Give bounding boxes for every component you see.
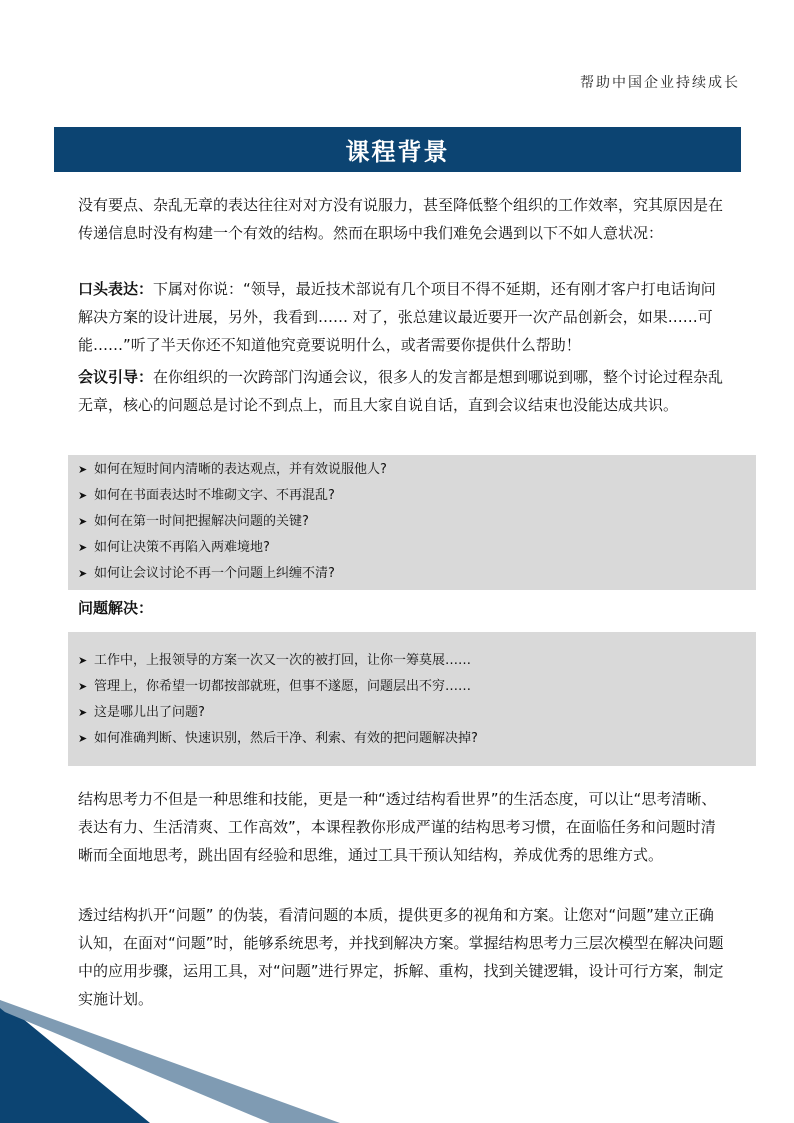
arrow-bullet-icon: ➤: [78, 541, 88, 554]
corner-decoration-dark-front: [0, 1008, 140, 1123]
list-item: [68, 700, 756, 726]
question-text: 如何让决策不再陷入两难境地?: [94, 540, 270, 555]
problem-text: 如何准确判断、快速识别，然后干净、利索、有效的把问题解决掉?: [94, 731, 478, 746]
meeting-guidance-paragraph: [78, 363, 726, 419]
problem-solving-heading: 问题解决：: [78, 599, 154, 617]
section-banner: [54, 127, 741, 172]
arrow-bullet-icon: ➤: [78, 654, 88, 667]
oral-expression-text: 下属对你说：“领导，最近技术部说有几个项目不得不延期，还有刚才客户打电话询问解决方案的设计进展，另外，我看到…… 对了，张总建议最近要开一次产品创新会，如果……可能……”听了半天你还不知道他究竟要说明什么，或者需要你提供什么帮助！: [78, 280, 716, 354]
header-tagline: 帮助中国企业持续成长: [580, 75, 740, 91]
questions-box: [68, 455, 756, 590]
problem-text: 工作中，上报领导的方案一次又一次的被打回，让你一筹莫展……: [94, 653, 472, 668]
question-text: 如何在第一时间把握解决问题的关键?: [94, 514, 309, 529]
oral-expression-paragraph: [78, 275, 726, 359]
list-item: [68, 726, 756, 752]
arrow-bullet-icon: ➤: [78, 706, 88, 719]
problem-text: 管理上，你希望一切都按部就班，但事不遂愿，问题层出不穷……: [94, 679, 472, 694]
list-item: [68, 509, 756, 535]
arrow-bullet-icon: ➤: [78, 680, 88, 693]
problems-box: [68, 632, 756, 766]
question-text: 如何在短时间内清晰的表达观点，并有效说服他人?: [94, 462, 387, 477]
list-item: [68, 674, 756, 700]
question-text: 如何在书面表达时不堆砌文字、不再混乱?: [94, 488, 335, 503]
arrow-bullet-icon: ➤: [78, 463, 88, 476]
arrow-bullet-icon: ➤: [78, 567, 88, 580]
arrow-bullet-icon: ➤: [78, 732, 88, 745]
closing-paragraph-1: 结构思考力不但是一种思维和技能，更是一种“透过结构看世界”的生活态度，可以让“思考清晰、表达有力、生活清爽、工作高效”，本课程教你形成严谨的结构思考习惯，在面临任务和问题时清晰而全面地思考，跳出固有经验和思维，通过工具干预认知结构，养成优秀的思维方式。: [78, 790, 717, 864]
list-item: [68, 483, 756, 509]
arrow-bullet-icon: ➤: [78, 515, 88, 528]
questions-list: [68, 457, 756, 587]
closing-paragraph-2: 透过结构扒开“问题” 的伪装，看清问题的本质，提供更多的视角和方案。让您对“问题”建立正确认知，在面对“问题”时，能够系统思考，并找到解决方案。掌握结构思考力三层次模型在解决问题中的应用步骤，运用工具，对“问题”进行界定，拆解、重构，找到关键逻辑，设计可行方案，制定实施计划。: [78, 906, 724, 1008]
banner-title: 课程背景: [345, 138, 450, 166]
list-item: [68, 457, 756, 483]
problem-text: 这是哪儿出了问题?: [94, 705, 205, 720]
corner-decoration: [0, 1000, 794, 1123]
list-item: [68, 648, 756, 674]
list-item: [68, 561, 756, 587]
problems-list: [68, 648, 756, 752]
arrow-bullet-icon: ➤: [78, 489, 88, 502]
meeting-guidance-text: 在你组织的一次跨部门沟通会议，很多人的发言都是想到哪说到哪，整个讨论过程杂乱无章，核心的问题总是讨论不到点上，而且大家自说自话，直到会议结束也没能达成共识。: [78, 368, 724, 414]
meeting-guidance-label: 会议引导：: [78, 368, 154, 386]
intro-paragraph: 没有要点、杂乱无章的表达往往对对方没有说服力，甚至降低整个组织的工作效率，究其原因是在传递信息时没有构建一个有效的结构。然而在职场中我们难免会遇到以下不如人意状况：: [78, 196, 724, 242]
oral-expression-label: 口头表达：: [78, 280, 154, 298]
question-text: 如何让会议讨论不再一个问题上纠缠不清?: [94, 566, 335, 581]
list-item: [68, 535, 756, 561]
